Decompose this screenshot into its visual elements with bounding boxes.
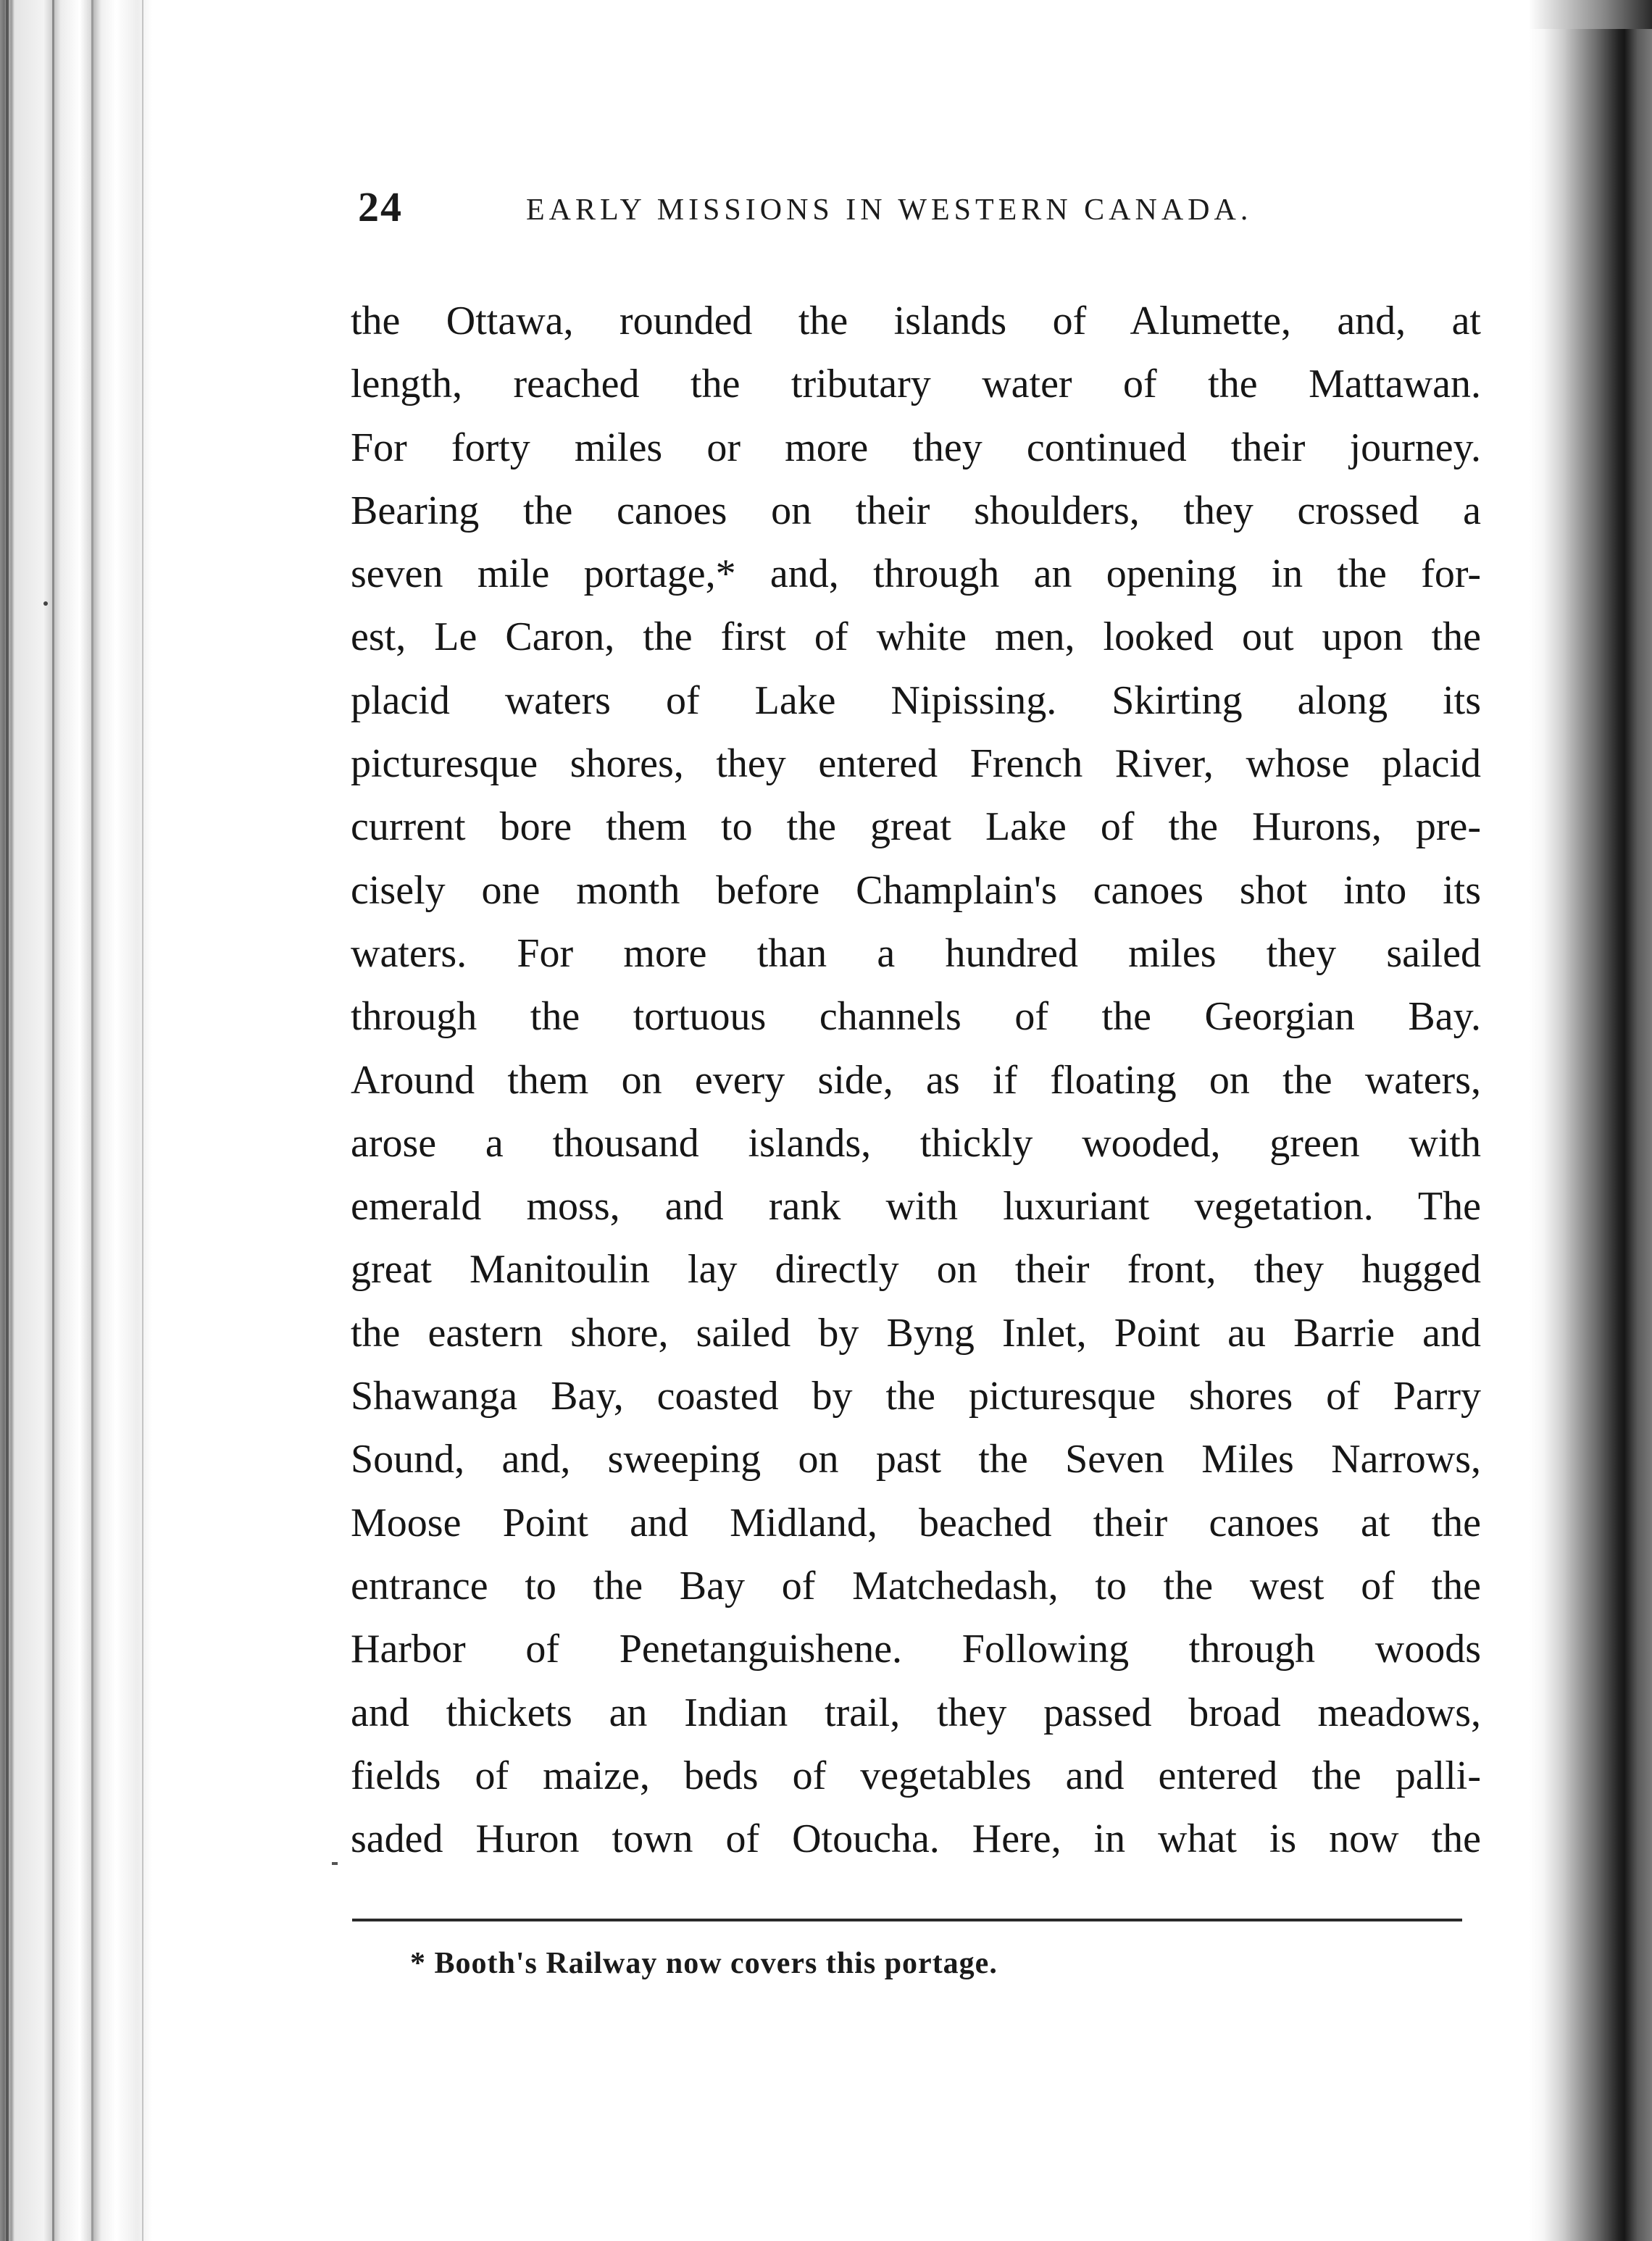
footnote: * Booth's Railway now covers this portage.: [410, 1947, 998, 1980]
page-edge-line: [6, 0, 9, 2241]
text-line: current bore them to the great Lake of the Hurons, pre-: [351, 804, 1481, 850]
text-line: emerald moss, and rank with luxuriant vegetation. The: [351, 1184, 1481, 1230]
text-line: the eastern shore, sailed by Byng Inlet, Point au Barrie and: [351, 1310, 1481, 1356]
text-line: est, Le Caron, the first of white men, looked out upon the: [351, 614, 1481, 660]
text-line: seven mile portage,* and, through an opening in the for-: [351, 551, 1481, 597]
running-title: EARLY MISSIONS IN WESTERN CANADA.: [526, 193, 1253, 227]
page-edge-line: [142, 0, 143, 2241]
page-edge-line: [52, 0, 54, 2241]
gutter-shadow-top: [1529, 0, 1652, 29]
text-line: the Ottawa, rounded the islands of Alumette, and, at: [351, 299, 1481, 343]
text-line: Shawanga Bay, coasted by the picturesque shores of Parry: [351, 1374, 1481, 1419]
text-line: through the tortuous channels of the Georgian Bay.: [351, 994, 1481, 1040]
footnote-divider: [352, 1919, 1462, 1921]
text-line: Sound, and, sweeping on past the Seven Miles Narrows,: [351, 1437, 1481, 1482]
book-page-edges: [0, 0, 181, 2241]
text-line: fields of maize, beds of vegetables and entered the palli-: [351, 1753, 1481, 1798]
text-line: picturesque shores, they entered French River, whose placid: [351, 741, 1481, 787]
text-line: length, reached the tributary water of the Mattawan.: [351, 362, 1481, 407]
page-number: 24: [358, 183, 403, 230]
text-line: Bearing the canoes on their shoulders, they crossed a: [351, 488, 1481, 533]
text-line: entrance to the Bay of Matchedash, to the west of the: [351, 1563, 1481, 1608]
text-line: saded Huron town of Otoucha. Here, in what is now the: [351, 1816, 1481, 1862]
text-line: waters. For more than a hundred miles they sailed: [351, 930, 1481, 976]
text-line: placid waters of Lake Nipissing. Skirting along its: [351, 677, 1481, 723]
text-line: and thickets an Indian trail, they passed broad meadows,: [351, 1690, 1481, 1735]
margin-speck: [332, 1862, 338, 1865]
page-edge-line: [91, 0, 93, 2241]
text-line: For forty miles or more they continued their journey.: [351, 425, 1481, 470]
gutter-shadow: [1529, 0, 1652, 2241]
text-line: Harbor of Penetanguishene. Following through woods: [351, 1627, 1481, 1672]
text-line: Moose Point and Midland, beached their canoes at the: [351, 1500, 1481, 1545]
running-header: [358, 183, 1488, 241]
margin-speck: [43, 601, 48, 606]
text-line: cisely one month before Champlain's canoes shot into its: [351, 867, 1481, 913]
text-line: great Manitoulin lay directly on their front, they hugged: [351, 1247, 1481, 1293]
body-text: [351, 290, 1481, 1871]
text-line: Around them on every side, as if floating on the waters,: [351, 1057, 1481, 1103]
text-line: arose a thousand islands, thickly wooded, green with: [351, 1120, 1481, 1166]
